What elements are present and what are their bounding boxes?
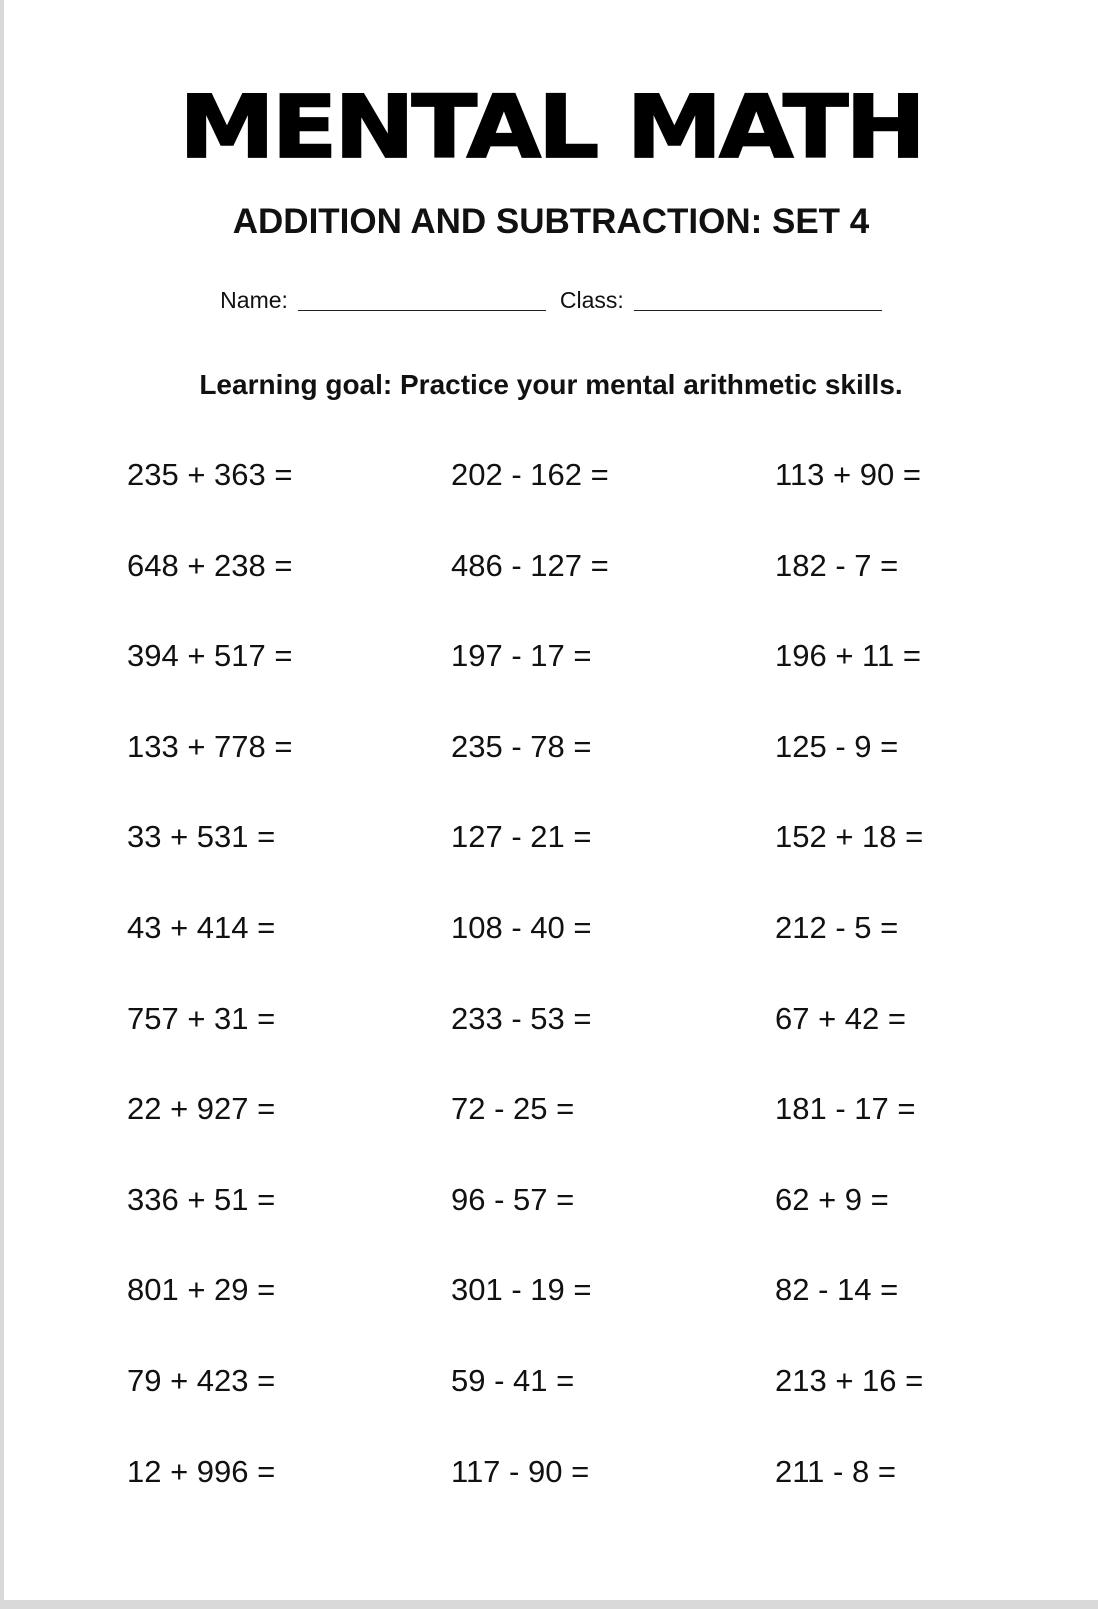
problem-row (127, 1089, 1027, 1180)
problem-row (127, 455, 1027, 546)
problem-item: 211 - 8 = (775, 1453, 896, 1489)
problem-item: 233 - 53 = (451, 1000, 592, 1036)
problem-item: 117 - 90 = (451, 1453, 590, 1489)
problem-item: 82 - 14 = (775, 1272, 899, 1308)
problem-item: 67 + 42 = (775, 1000, 907, 1036)
problem-item: 801 + 29 = (127, 1272, 276, 1308)
problem-item: 336 + 51 = (127, 1181, 276, 1217)
problem-grid (127, 455, 1027, 1542)
problem-row (127, 546, 1027, 637)
problem-item: 202 - 162 = (451, 457, 609, 492)
problem-item: 22 + 927 = (127, 1091, 276, 1127)
worksheet-title: MENTAL MATH (179, 77, 923, 178)
problem-row (127, 999, 1027, 1090)
problem-item: 486 - 127 = (451, 547, 609, 583)
problem-item: 235 - 78 = (451, 728, 592, 764)
problem-row (127, 1361, 1027, 1452)
problem-item: 43 + 414 = (127, 909, 276, 945)
problem-item: 757 + 31 = (127, 1000, 276, 1036)
problem-item: 96 - 57 = (451, 1181, 575, 1217)
problem-item: 213 + 16 = (775, 1362, 924, 1398)
problem-item: 59 - 41 = (451, 1362, 575, 1398)
problem-item: 133 + 778 = (127, 728, 293, 764)
student-info-fields (4, 285, 1098, 315)
problem-item: 197 - 17 = (451, 638, 592, 674)
name-field-line (298, 309, 546, 311)
problem-item: 235 + 363 = (127, 457, 293, 492)
class-label: Class: (559, 287, 624, 313)
problem-item: 182 - 7 = (775, 547, 899, 583)
problem-item: 12 + 996 = (127, 1453, 276, 1489)
learning-goal: Learning goal: Practice your mental arithmetic skills. (199, 369, 903, 400)
class-field-line (634, 309, 882, 311)
worksheet-subtitle: ADDITION AND SUBTRACTION: SET 4 (232, 202, 870, 241)
problem-item: 62 + 9 = (775, 1181, 889, 1217)
problem-row (127, 1270, 1027, 1361)
problem-row (127, 908, 1027, 999)
problem-row (127, 817, 1027, 908)
problem-item: 648 + 238 = (127, 547, 293, 583)
problem-item: 72 - 25 = (451, 1091, 575, 1127)
problem-item: 301 - 19 = (451, 1272, 592, 1308)
problem-item: 113 + 90 = (775, 457, 921, 492)
problem-item: 394 + 517 = (127, 638, 293, 674)
problem-item: 108 - 40 = (451, 909, 592, 945)
problem-row (127, 1452, 1027, 1543)
problem-row (127, 1180, 1027, 1271)
worksheet-page (4, 0, 1098, 1600)
problem-item: 33 + 531 = (127, 819, 276, 855)
problem-row (127, 636, 1027, 727)
problem-item: 127 - 21 = (451, 819, 592, 855)
problem-item: 79 + 423 = (127, 1362, 276, 1398)
problem-row (127, 727, 1027, 818)
problem-item: 152 + 18 = (775, 819, 924, 855)
name-label: Name: (220, 287, 288, 313)
problem-item: 125 - 9 = (775, 728, 899, 764)
problem-item: 196 + 11 = (775, 638, 921, 674)
problem-item: 181 - 17 = (775, 1091, 916, 1127)
problem-item: 212 - 5 = (775, 909, 899, 945)
